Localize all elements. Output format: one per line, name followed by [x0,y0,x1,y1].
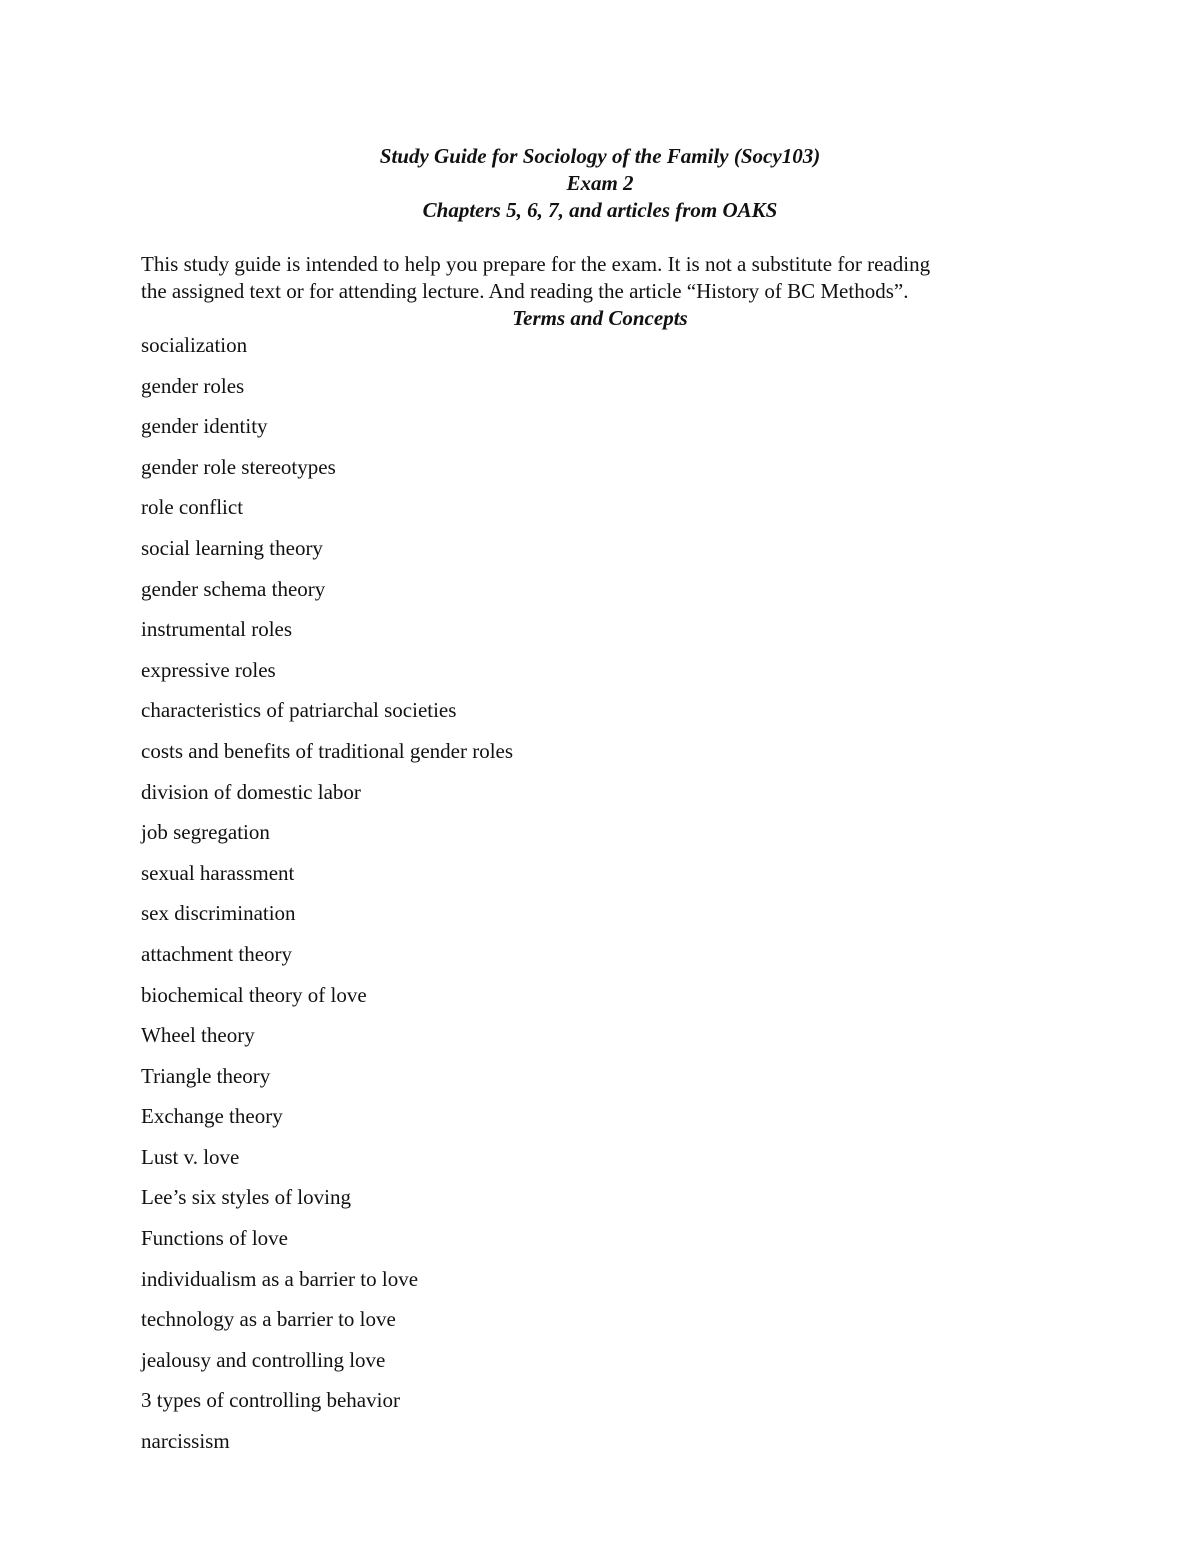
chapters-label: Chapters 5, 6, 7, and articles from OAKS [422,198,778,222]
term-item: 3 types of controlling behavior [141,1388,400,1413]
term-item: Functions of love [141,1226,288,1251]
term-item: technology as a barrier to love [141,1307,396,1332]
term-item: job segregation [141,820,270,845]
term-item: Exchange theory [141,1104,283,1129]
term-item: Lee’s six styles of loving [141,1185,351,1210]
term-item: Lust v. love [141,1144,240,1169]
term-item: gender identity [141,414,268,439]
term-item: division of domestic labor [141,779,361,804]
term-item: narcissism [141,1429,230,1454]
term-item: gender roles [141,373,245,398]
term-item: expressive roles [141,657,276,682]
term-item: socialization [141,333,248,357]
term-item: biochemical theory of love [141,982,367,1007]
term-item: costs and benefits of traditional gender roles [141,738,514,763]
intro-paragraph [141,251,1061,305]
term-item: sex discrimination [141,901,296,926]
title-block [0,143,1200,224]
term-item: sexual harassment [141,860,295,885]
term-item: attachment theory [141,941,293,966]
term-item: Wheel theory [141,1023,255,1048]
intro-line: This study guide is intended to help you prepare for the exam. It is not a substitute for reading [141,252,931,276]
term-item: gender schema theory [141,576,326,601]
term-item: social learning theory [141,535,323,560]
term-item: instrumental roles [141,617,293,642]
term-item: role conflict [141,495,244,520]
term-item: Triangle theory [141,1063,271,1088]
section-heading: Terms and Concepts [512,306,688,330]
exam-label: Exam 2 [566,171,634,195]
term-item: gender role stereotypes [141,454,336,479]
intro-line: the assigned text or for attending lecture. And reading the article “History of BC Methods”. [141,279,909,303]
term-item: individualism as a barrier to love [141,1266,419,1291]
term-item: characteristics of patriarchal societies [141,698,457,723]
term-item: jealousy and controlling love [141,1347,386,1372]
document-title: Study Guide for Sociology of the Family (Socy103) [379,144,821,168]
terms-list [141,332,513,1469]
